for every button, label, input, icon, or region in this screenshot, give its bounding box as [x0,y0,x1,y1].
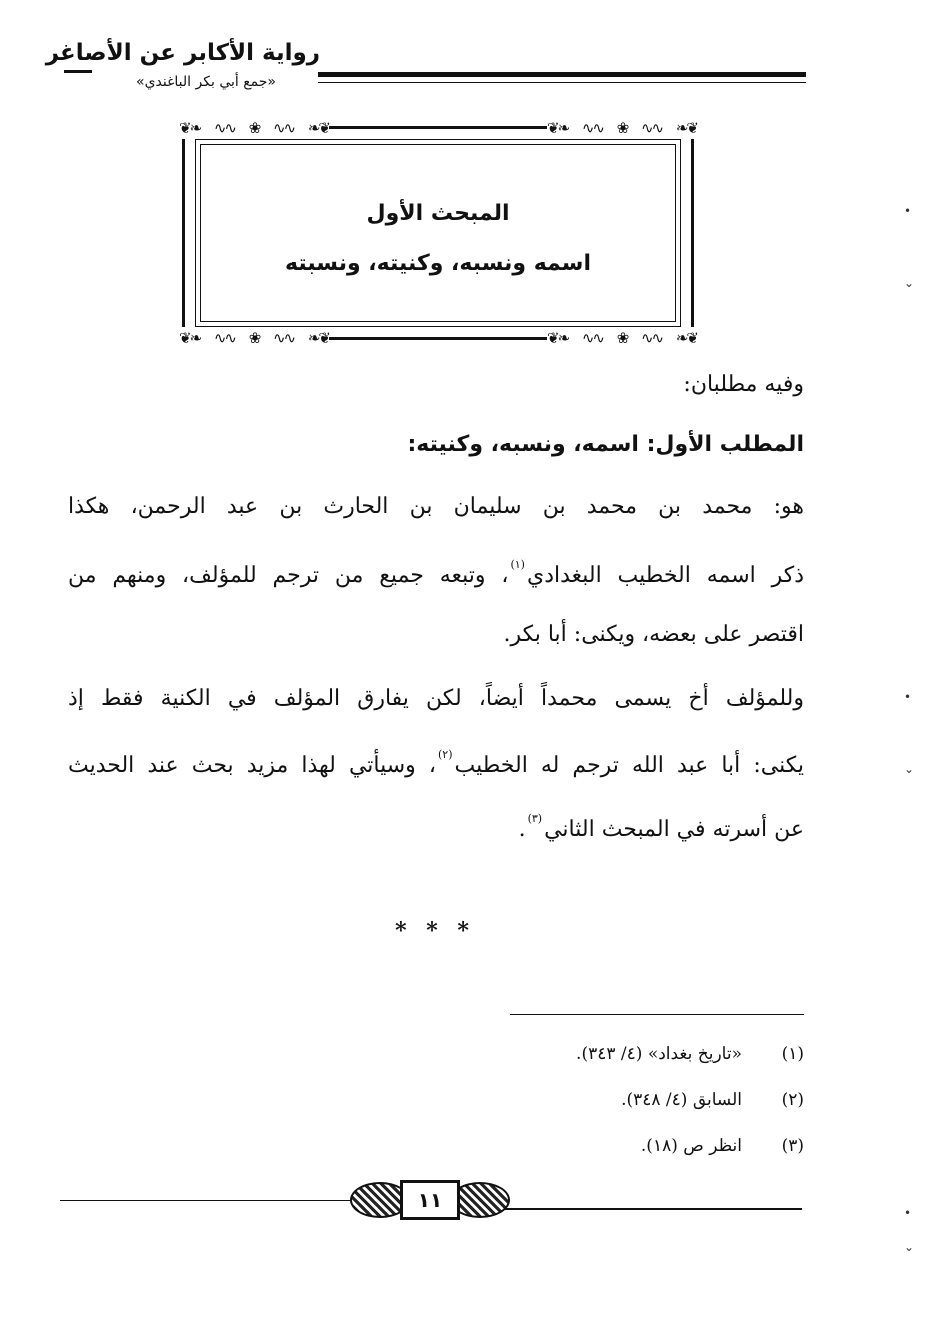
para2-line3-text-a: عن أسرته في المبحث الثاني [544,817,804,842]
footnote-rule [510,1014,804,1015]
para1-line2 [68,558,804,588]
para1-line2-text-a: ذكر اسمه الخطيب البغدادي [526,563,804,588]
chapter-subtitle: اسمه ونسبه، وكنيته، ونسبته [285,251,591,276]
para1-line1: هو: محمد بن محمد بن سليمان بن الحارث بن عبد الرحمن، هكذا [68,494,804,519]
footer-rule-left [60,1200,360,1201]
footnote-marker-1[interactable]: (١) [510,558,525,571]
footnote-2-number: (٢) [781,1090,804,1110]
footnote-marker-3[interactable]: (٣) [527,812,543,825]
footnote-marker-2[interactable]: (٢) [437,748,453,761]
section-separator: * * * [395,918,475,944]
header-rule-thick [318,72,806,77]
para1-line2-text-b: ، وتبعه جميع من ترجم للمؤلف، ومنهم من [68,563,509,588]
para2-line1: وللمؤلف أخ يسمى محمداً أيضاً، لكن يفارق المؤلف في الكنية فقط إذ [68,686,804,711]
heading-frame [179,119,697,347]
footnote-2-text: السابق (٤/ ٣٤٨). [621,1090,742,1110]
footnote-3-number: (٣) [781,1136,804,1156]
frame-ornament-top-left: ❦❧ ∿∿ ❀ ∿∿ ❧❦ [179,119,329,137]
scan-edge-mark: ⌄ [904,762,915,776]
para2-line3-text-b: . [518,817,526,842]
scan-edge-mark: ⌄ [904,1240,915,1254]
scan-edge-mark: • [904,1206,912,1220]
page-number-ornament [350,1176,510,1226]
chapter-title: المبحث الأول [366,201,510,226]
heading-frame-inner2 [200,144,676,322]
footnote-1 [576,1044,804,1064]
footnote-3-text: انظر ص (١٨). [640,1136,742,1156]
header-rule-thin [318,82,806,83]
footnote-2 [621,1090,804,1110]
frame-ornament-bottom-right: ❦❧ ∿∿ ❀ ∿∿ ❧❦ [547,329,697,347]
para1-line3: اقتصر على بعضه، ويكنى: أبا بكر. [503,622,804,647]
heading-frame-inner [195,139,681,327]
running-header-title: رواية الأكابر عن الأصاغر [45,40,320,66]
intro-line: وفيه مطلبان: [683,372,804,397]
para2-line2-text-b: ، وسيأتي لهذا مزيد بحث عند الحديث [68,753,436,778]
para2-line2 [68,748,804,778]
section-heading: المطلب الأول: اسمه، ونسبه، وكنيته: [407,432,804,457]
scan-edge-mark: ⌄ [904,276,915,290]
scan-edge-mark: • [904,690,912,704]
footnote-1-text: «تاريخ بغداد» (٤/ ٣٤٣). [576,1044,742,1064]
running-header-subtitle: «جمع أبي بكر الباغندي» [136,74,276,90]
header-rule-left [64,70,92,73]
scan-edge-mark: • [904,204,912,218]
footnote-3 [641,1136,804,1156]
frame-ornament-bottom-left: ❦❧ ∿∿ ❀ ∿∿ ❧❦ [179,329,329,347]
para2-line2-text-a: يكنى: أبا عبد الله ترجم له الخطيب [454,753,804,778]
footer-rule-right [500,1208,802,1210]
page-number: ١١ [400,1180,460,1220]
para2-line3 [519,812,804,842]
frame-ornament-top-right: ❦❧ ∿∿ ❀ ∿∿ ❧❦ [547,119,697,137]
footnote-1-number: (١) [781,1044,804,1064]
